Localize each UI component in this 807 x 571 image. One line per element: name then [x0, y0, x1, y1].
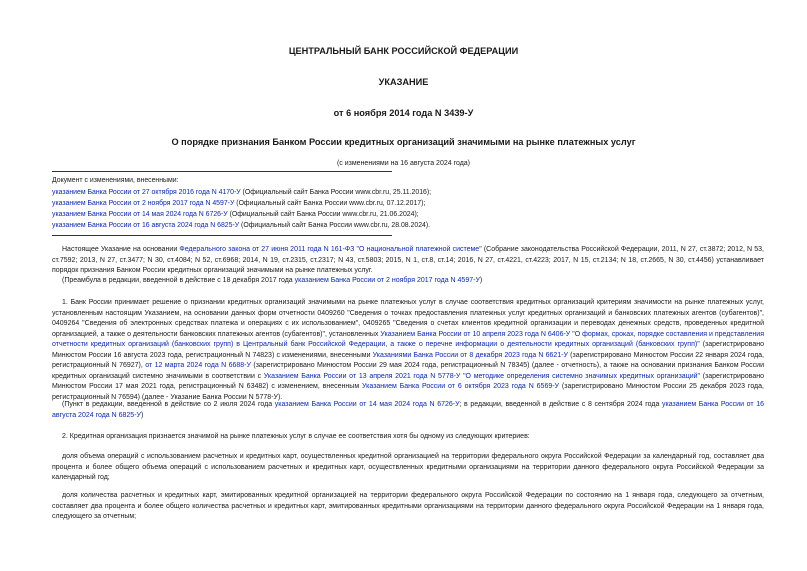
changes-bottom-rule: [52, 235, 392, 236]
reporting-order-link[interactable]: Указанием Банка России от 10 апреля 2023 года N 6406-У "О формах, сроках, порядке составления и представления отчетности кредитных организаций (банковских групп) в Центральный банк Российской Федерации, а также о перечне информации о деятельности кредитных организаций (банковских групп)": [52, 330, 764, 348]
criterion-paragraph: доля объема операций с использованием расчетных и кредитных карт, осуществленных кредитной организацией на территории федерального округа Российской Федерации за календарный год, составляет два процента и более общего объема операций с использованием расчетных и кредитных карт, осуществленных кредитными организациями на территории данного федерального округа Российской Федерации за календарный год;: [52, 453, 764, 481]
amendment-link[interactable]: указанием Банка России от 2 ноября 2017 года N 4597-У: [294, 277, 480, 284]
issuer-heading: ЦЕНТРАЛЬНЫЙ БАНК РОССИЙСКОЙ ФЕДЕРАЦИИ: [288, 46, 519, 56]
change-link[interactable]: указанием Банка России от 27 октября 2016 года N 4170-У: [52, 189, 241, 196]
change-item: указанием Банка России от 27 октября 2016 года N 4170-У (Официальный сайт Банка России www.cbr.ru, 25.11.2016);: [52, 189, 432, 196]
methodology-link[interactable]: Указанием Банка России от 13 апреля 2021 года N 5778-У "О методике определения системно значимых кредитных организаций": [263, 372, 701, 380]
law-link[interactable]: Федерального закона от 27 июня 2011 года N 161-ФЗ "О национальной платежной системе": [179, 246, 482, 253]
preamble-paragraph: Настоящее Указание на основании Федерального закона от 27 июня 2011 года N 161-ФЗ "О национальной платежной системе" (Собрание законодательства Российской Федерации, 2011, N 27, ст.3872; 2012, N 53, ст.7592; 2013, N 27, ст.3477; N 30, ст.4084; N 52, ст.6968; 2014, N 19, ст.2315, ст.2317; N 43, ст.5803; 2015, N 1, ст.8, ст.14; 2016, N 27, ст.4221, ст.4223; 2017, N 15, ст.2134; N 18, ст.2665, N 30, ст.4456) устанавливает порядок признания Банком России кредитных организаций значимыми на рынке платежных услуг.: [52, 246, 764, 274]
change-link[interactable]: указанием Банка России от 2 ноября 2017 года N 4597-У: [52, 200, 235, 207]
change-item: указанием Банка России от 16 августа 2024 года N 6825-У (Официальный сайт Банка России www.cbr.ru, 28.08.2024).: [52, 222, 431, 229]
amendment-link[interactable]: указанием Банка России от 16 августа 2024 года N 6825-У: [52, 401, 765, 419]
amendment-link[interactable]: указанием Банка России от 14 мая 2024 года N 6726-У: [274, 401, 460, 408]
criterion-paragraph: доля количества расчетных и кредитных карт, эмитированных кредитной организацией на территории федерального округа Российской Федерации по состоянию на 1 января года, следующего за отчетным, составляет два процента и более общего количества расчетных и кредитных карт, эмитированных кредитными организациями на территории данного федерального округа Российской Федерации на 1 января года, следующего за отчетным;: [52, 492, 764, 520]
change-link[interactable]: указанием Банка России от 14 мая 2024 года N 6726-У: [52, 211, 228, 218]
change-link[interactable]: указанием Банка России от 16 августа 2024 года N 6825-У: [52, 222, 240, 229]
changes-heading: Документ с изменениями, внесенными:: [52, 177, 179, 184]
change-item: указанием Банка России от 2 ноября 2017 года N 4597-У (Официальный сайт Банка России www.cbr.ru, 07.12.2017);: [52, 200, 426, 207]
doc-date-number: от 6 ноября 2014 года N 3439-У: [333, 108, 474, 118]
amendment-link[interactable]: Указанием Банка России от 6 октября 2023 года N 6569-У: [362, 383, 560, 390]
doc-type-heading: УКАЗАНИЕ: [378, 77, 429, 87]
change-item: указанием Банка России от 14 мая 2024 года N 6726-У (Официальный сайт Банка России www.cbr.ru, 21.06.2024);: [52, 211, 419, 218]
edition-note: (с изменениями на 16 августа 2024 года): [336, 160, 471, 167]
amendment-link[interactable]: Указаниями Банка России от 8 декабря 2023 года N 6621-У: [372, 351, 568, 359]
changes-top-rule: [52, 171, 392, 172]
point-1-paragraph: 1. Банк России принимает решение о признании кредитных организаций значимыми на рынке платежных услуг в случае соответствия кредитных организаций критериям значимости на рынке платежных услуг, установленным настоящим Указанием, на основании данных форм отчетности 0409260 "Сведения о точках предоставления платежных услуг кредитных организаций и банковских платежных агентов (субагентов)", 0409264 "Сведения об электронных средствах платежа и операциях с их использованием", 0409265 "Сведения о счетах клиентов кредитной организации и переводах денежных средств, проведенных кредитной организацией, а также о деятельности банковских платежных агентов (субагентов)", установленных Указанием Банка России от 10 апреля 2023 года N 6406-У "О формах, сроках, порядке составления и представления отчетности кредитных организаций (банковских групп) в Центральный банк Российской Федерации, а также о перечне информации о деятельности кредитных организаций (банковских групп)" (зарегистрировано Минюстом России 16 августа 2023 года, регистрационный N 74823) с изменениями, внесенными Указаниями Банка России от 8 декабря 2023 года N 6621-У (зарегистрировано Минюстом России 22 января 2024 года, регистрационный N 76927), от 12 марта 2024 года N 6688-У (зарегистрировано Минюстом России 29 мая 2024 года, регистрационный N 78345) (далее - отчетность), а также на основании признания Банком России кредитных организаций системно значимыми в соответствии с Указанием Банка России от 13 апреля 2021 года N 5778-У "О методике определения системно значимых кредитных организаций" (зарегистрировано Минюстом России 17 мая 2021 года, регистрационный N 63482) с изменением, внесенным Указанием Банка России от 6 октября 2023 года N 6569-У (зарегистрировано Минюстом России 25 декабря 2023 года, регистрационный N 76594) (далее - Указание Банка России N 5778-У).: [52, 299, 764, 401]
amendment-link[interactable]: от 12 марта 2024 года N 6688-У: [145, 362, 251, 369]
point-2-paragraph: 2. Кредитная организация признается значимой на рынке платежных услуг в случае ее соответствия хотя бы одному из следующих критериев:: [62, 433, 530, 440]
doc-title: О порядке признания Банком России кредитных организаций значимыми на рынке платежных услуг: [171, 137, 636, 147]
preamble-note: (Преамбула в редакции, введенной в действие с 18 декабря 2017 года указанием Банка России от 2 ноября 2017 года N 4597-У): [62, 277, 483, 284]
point-1-note: (Пункт в редакции, введенной в действие со 2 июля 2024 года указанием Банка России от 14 мая 2024 года N 6726-У; в редакции, введенной в действие с 8 сентября 2024 года указанием Банка России от 16 августа 2024 года N 6825-У): [52, 401, 765, 419]
